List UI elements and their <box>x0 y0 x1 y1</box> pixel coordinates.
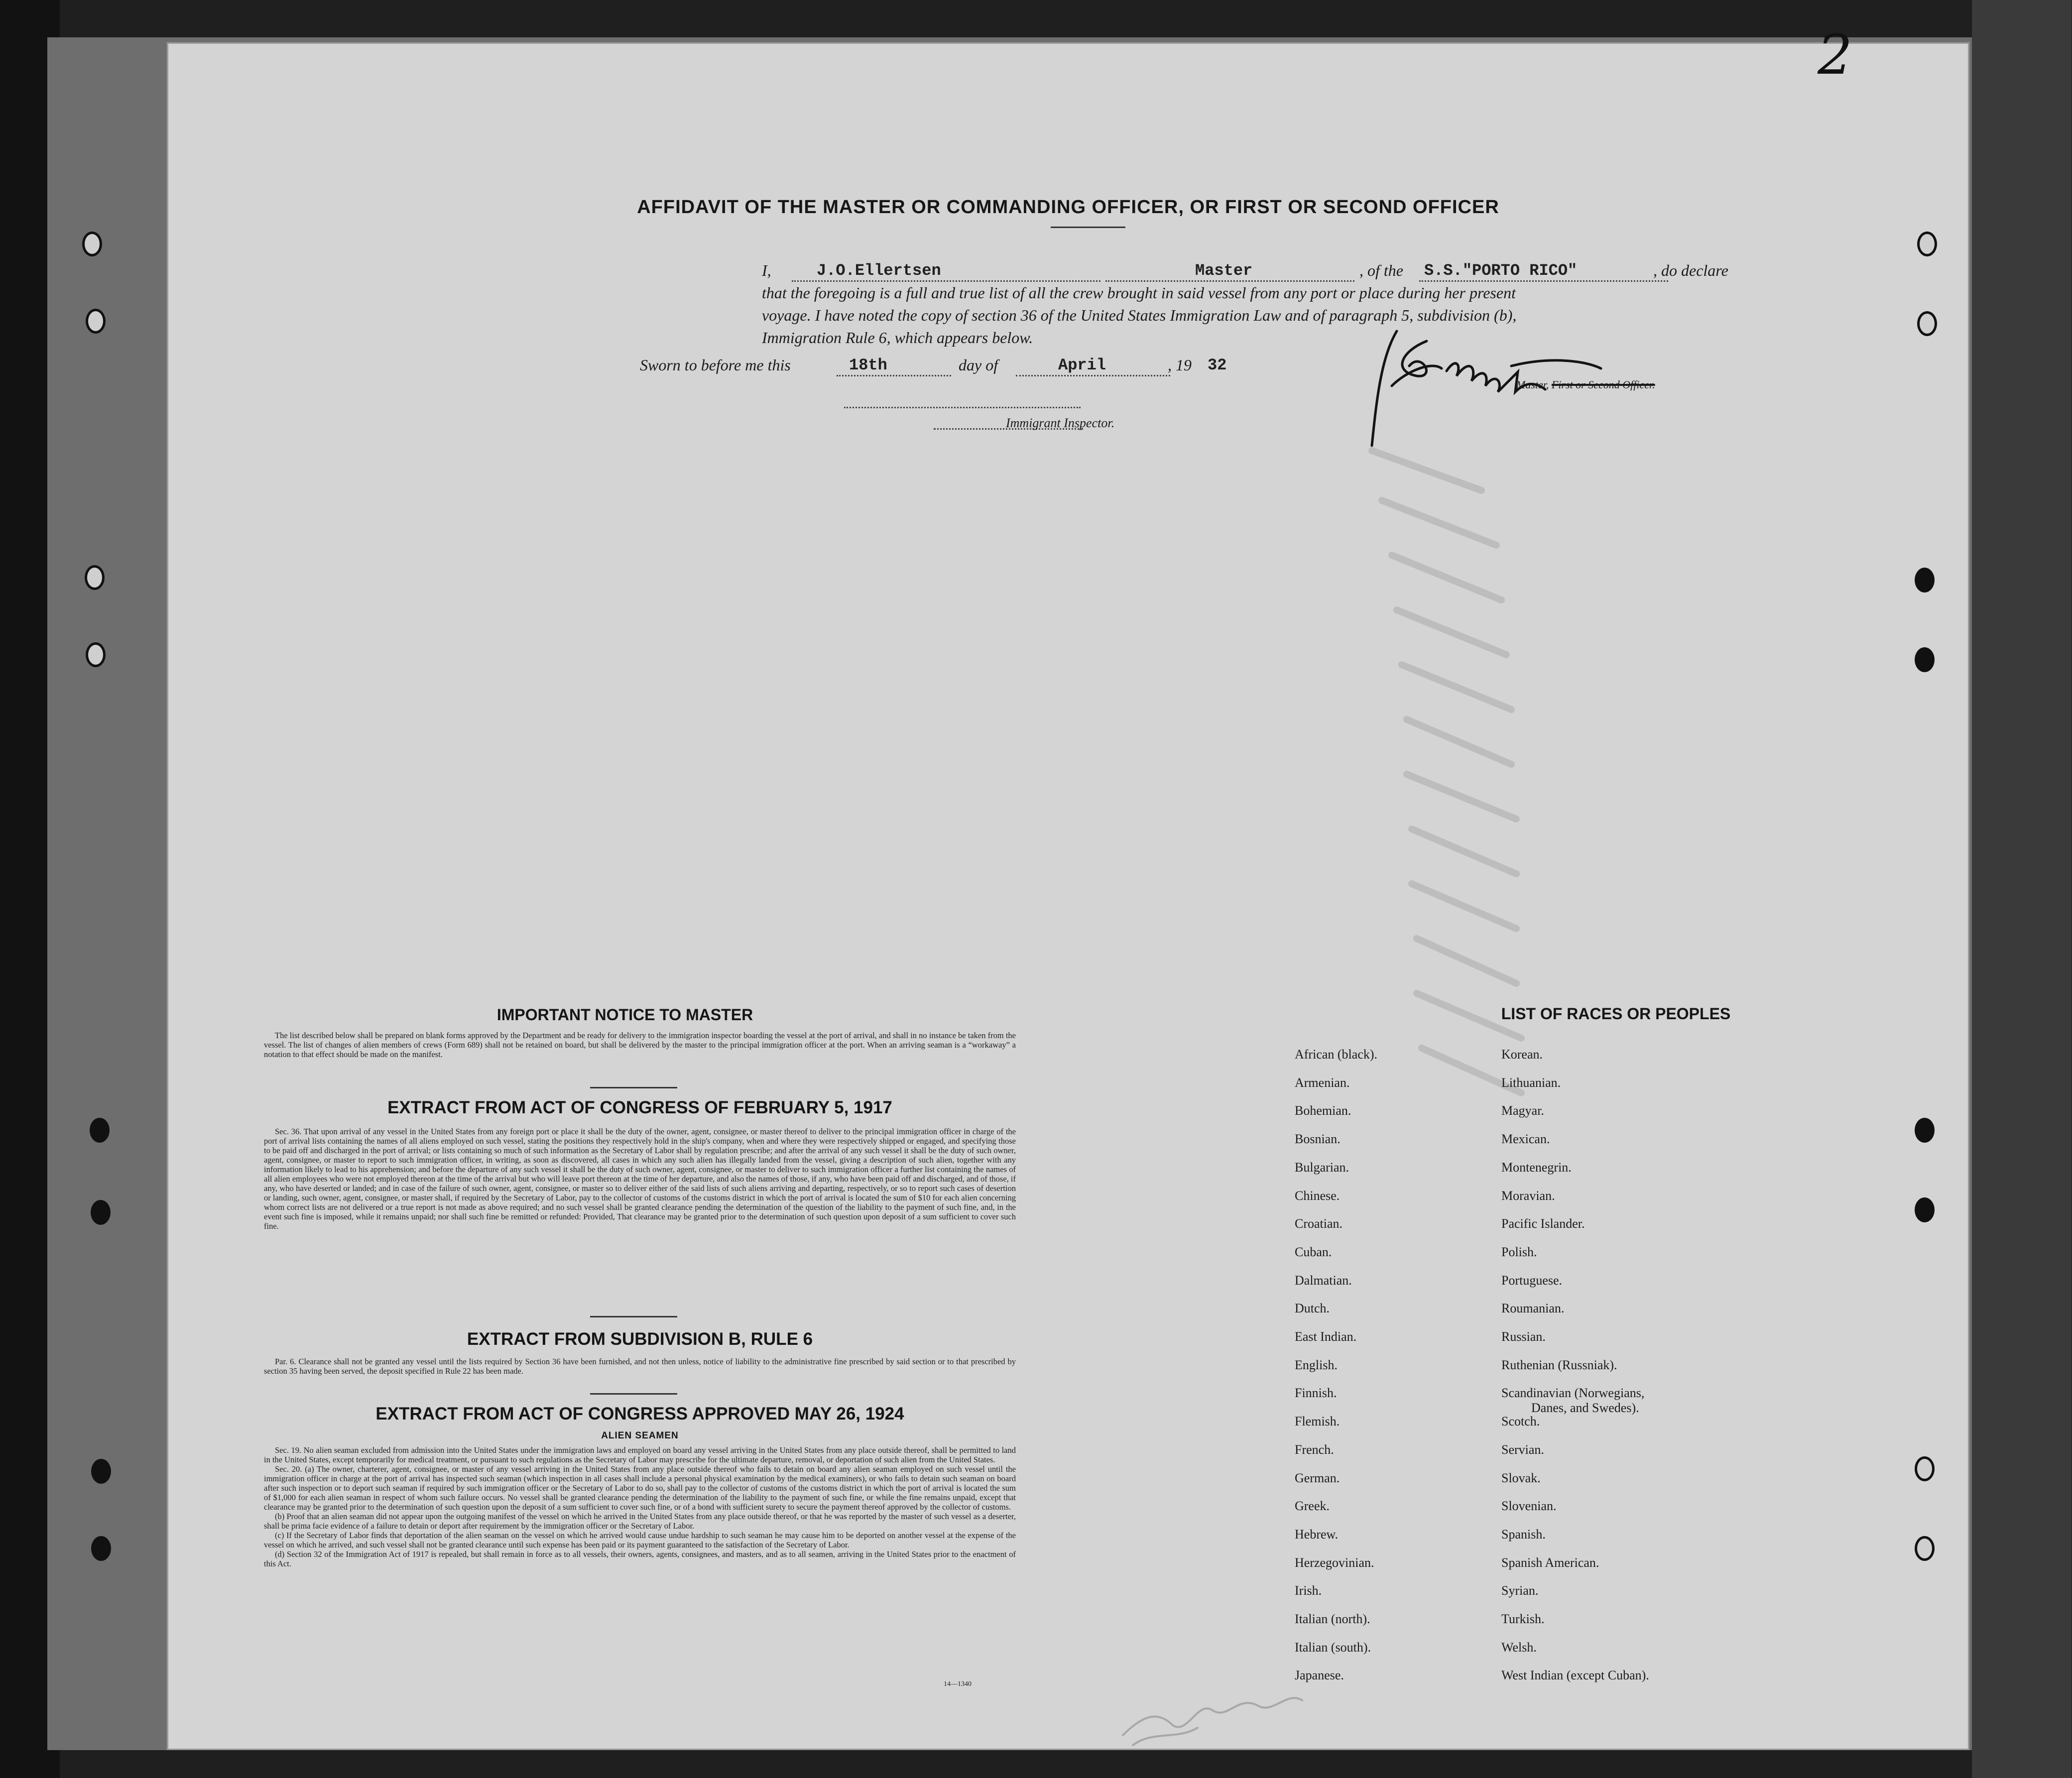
binder-hole <box>1915 1456 1935 1481</box>
race-item: Scotch. <box>1501 1414 1540 1428</box>
race-item: Mexican. <box>1501 1132 1550 1146</box>
pencil-scribble <box>1113 1680 1312 1750</box>
affidavit-page <box>167 42 1969 1750</box>
sworn-line <box>640 356 1636 381</box>
dotted-line <box>844 407 1081 408</box>
extract-1917-paragraph: Sec. 36. That upon arrival of any vessel in the United States from any foreign port or place it shall be the duty of the owner, agent, consignee, or master thereof to deliver to the principal immigration officer in charge of the port of arrival lists containing the names of all aliens employed on such vessel, stating the positions they respectively hold in the ship's company, when and where they were respectively shipped or engaged, and specifying those to be paid off and discharged in the port of arrival; or lists containing so much of such information as the Secretary of Labor shall by regulation prescribe; and after the arrival of any such vessel it shall be the duty of such owner, agent, consignee, or master to report to such immigration officer, in writing, as soon as discovered, all cases in which any such alien has illegally landed from the vessel, giving a description of such alien, together with any information likely to lead to his apprehension; and before the departure of any such vessel it shall be the duty of such owner, agent, consignee, or master to deliver to such immigration officer a further list containing the names of all alien employees who were not employed thereon at the time of the arrival but who will leave port thereon at the time of her departure, and also the names of those, if any, who have been paid off and discharged, and of those, if any, who have deserted or landed; and in case of the failure of such owner, agent, consignee, or master so to deliver either of the said lists of such aliens arriving and departing, respectively, or so to report such cases of desertion or landing, such owner, agent, consignee, or master shall, if required by the Secretary of Labor, pay to the collector of customs of the customs district in which the port of arrival is located the sum of $10 for each alien concerning whom correct lists are not delivered or a true report is not made as above required; and no such vessel shall be granted clearance pending the determination of the question of the liability to the payment of such fine, and, in the event such fine is imposed, while it remains unpaid; nor shall such fine be remitted or refunded: Provided, That clearance may be granted prior to the determination of such question upon deposit of a sum sufficient to cover such fine. <box>264 1127 1016 1231</box>
race-item: Greek. <box>1295 1499 1330 1513</box>
back-strip <box>1972 0 2072 1778</box>
binder-hole <box>1915 1118 1935 1143</box>
race-item: Lithuanian. <box>1501 1075 1561 1090</box>
race-item: Slovak. <box>1501 1471 1541 1485</box>
race-item: Pacific Islander. <box>1501 1216 1585 1231</box>
race-item: Roumanian. <box>1501 1301 1565 1315</box>
race-item: Italian (north). <box>1295 1612 1370 1626</box>
officer-title: Master <box>1195 261 1253 280</box>
master-caption-plain: Master, <box>1516 378 1549 391</box>
race-item: Slovenian. <box>1501 1499 1557 1513</box>
dotted-line <box>1105 280 1354 282</box>
extract-1924-paragraph: (c) If the Secretary of Labor finds that deportation of the alien seaman on the vessel on which he arrived would cause undue hardship to such seaman he may cause him to be deported on another vessel at the expense of the vessel on which he arrived, and such vessel shall not be granted clearance until such expense has been paid or its payment guaranteed to the satisfaction of the Secretary of Labor. <box>264 1531 1016 1549</box>
sheet-number: 2 <box>1818 23 1852 87</box>
race-item: Japanese. <box>1295 1668 1344 1682</box>
extract-1917-text <box>264 1127 1016 1311</box>
extract-rule6-paragraph: Par. 6. Clearance shall not be granted any vessel until the lists required by Section 36 have been furnished, and not then unless, notice of liability to the administrative fine prescribed by said section or to that prescribed by section 35 having been served, the deposit specified in Rule 22 has been made. <box>264 1357 1016 1376</box>
sworn-month: April <box>1058 356 1106 374</box>
race-item: Scandinavian (Norwegians, <box>1501 1386 1645 1400</box>
race-item: Bosnian. <box>1295 1132 1341 1146</box>
race-item: Polish. <box>1501 1245 1537 1259</box>
bleed-through-marks <box>1352 431 1561 1128</box>
inspector-caption: Immigrant Inspector. <box>1006 416 1115 430</box>
extract-rule6-heading: EXTRACT FROM SUBDIVISION B, RULE 6 <box>467 1329 813 1349</box>
race-item: Hebrew. <box>1295 1527 1339 1541</box>
race-item: Cuban. <box>1295 1245 1332 1259</box>
race-item: Italian (south). <box>1295 1640 1371 1655</box>
race-item: Servian. <box>1501 1442 1544 1457</box>
sworn-day: 18th <box>849 356 887 374</box>
extract-1924-text <box>264 1445 1016 1679</box>
race-item: Flemish. <box>1295 1414 1340 1428</box>
binder-hole <box>82 232 102 256</box>
race-item: German. <box>1295 1471 1340 1485</box>
race-item: Moravian. <box>1501 1188 1555 1203</box>
race-item: Montenegrin. <box>1501 1160 1572 1175</box>
extract-1917-heading: EXTRACT FROM ACT OF CONGRESS OF FEBRUARY 5, 1917 <box>387 1098 892 1117</box>
section-rule <box>590 1316 677 1317</box>
race-item: Spanish American. <box>1501 1555 1599 1570</box>
section-rule <box>590 1393 677 1395</box>
dotted-line <box>1016 375 1170 376</box>
race-item: Dalmatian. <box>1295 1273 1352 1288</box>
race-item: Ruthenian (Russniak). <box>1501 1358 1617 1372</box>
of-the-text: , of the <box>1359 261 1403 279</box>
race-item: Turkish. <box>1501 1612 1545 1626</box>
officer-name: J.O.Ellertsen <box>817 261 941 280</box>
declaration-line-3: voyage. I have noted the copy of section 36 of the United States Immigration Law and of paragraph 5, subdivision (b), <box>762 306 1517 324</box>
race-item: Russian. <box>1501 1329 1546 1344</box>
title-rule <box>1051 227 1125 228</box>
binder-hole <box>1915 1536 1935 1561</box>
race-item: Irish. <box>1295 1583 1322 1598</box>
declare-text: , do declare <box>1653 261 1728 279</box>
race-item: Finnish. <box>1295 1386 1337 1400</box>
binder-hole <box>90 1118 110 1143</box>
sworn-year: 32 <box>1208 356 1227 374</box>
binder-hole <box>86 309 106 334</box>
race-item: Danes, and Swedes). <box>1531 1401 1639 1415</box>
extract-1924-paragraph: Sec. 19. No alien seaman excluded from admission into the United States under the immigration laws and employed on board any vessel arriving in the United States from any place outside thereof, shall be permitted to land in the United States, except temporarily for medical treatment, or pursuant to such regulations as the Secretary of Labor may prescribe for the ultimate departure, removal, or deportation of such alien from the United States. <box>264 1445 1016 1464</box>
binder-hole <box>91 1536 111 1561</box>
declaration-prefix: I, <box>762 261 771 279</box>
race-item: East Indian. <box>1295 1329 1357 1344</box>
race-item: Portuguese. <box>1501 1273 1563 1288</box>
binder-hole <box>91 1459 111 1484</box>
race-item: Herzegovinian. <box>1295 1555 1374 1570</box>
dotted-line <box>792 280 1100 282</box>
race-item: Bohemian. <box>1295 1103 1351 1118</box>
sworn-year-prefix: , 19 <box>1168 356 1192 374</box>
extract-1924-paragraph: Sec. 20. (a) The owner, charterer, agent, consignee, or master of any vessel arriving in the United States from any place outside thereof who fails to detain on board any alien seaman employed on such vessel until the immigration officer in charge at the port of arrival has inspected such seaman (which inspection in all cases shall include a personal physical examination by the medical examiners), or who fails to detain such seaman on board after such inspection or to deport such seaman if required by such immigration officer or the Secretary of Labor to do so, shall pay to the collector of customs of the customs district in which the port of arrival is located the sum of $1,000 for each alien seaman in respect of whom such failure occurs. No vessel shall be granted clearance pending the determination of the liability to the payment of such fine, or while the fine remains unpaid, except that clearance may be granted prior to the determination of such question upon the deposit of a sum sufficient to cover such fine, or of a bond with sufficient surety to secure the payment thereof approved by the collector of customs. <box>264 1464 1016 1512</box>
sworn-day-of: day of <box>959 356 998 374</box>
section-rule <box>590 1087 677 1088</box>
dotted-line <box>1419 280 1668 282</box>
race-item: English. <box>1295 1358 1338 1372</box>
race-item: Armenian. <box>1295 1075 1350 1090</box>
notice-paragraph: The list described below shall be prepared on blank forms approved by the Department and be ready for delivery to the immigration inspector boarding the vessel at the port of arrival, and shall in no instance be taken from the vessel. The list of changes of alien members of crews (Form 689) shall not be retained on board, but shall be delivered by the master to the principal immigration officer at the port. When an arriving seaman is a “workaway” a notation to that effect should be made on the manifest. <box>264 1031 1016 1059</box>
extract-1924-paragraph: (d) Section 32 of the Immigration Act of 1917 is repealed, but shall remain in force as to all vessels, their owners, agents, consignees, and masters, and as to all seamen, arriving in the United States prior to the enactment of this Act. <box>264 1549 1016 1568</box>
binder-hole <box>91 1200 111 1225</box>
race-item: Bulgarian. <box>1295 1160 1349 1175</box>
extract-rule6-text <box>264 1357 1016 1389</box>
form-number: 14—1340 <box>944 1680 972 1688</box>
declaration-line-1 <box>762 261 1758 286</box>
binder-hole <box>85 565 105 590</box>
race-item: Welsh. <box>1501 1640 1537 1655</box>
races-heading: LIST OF RACES OR PEOPLES <box>1501 1005 1731 1023</box>
race-item: Croatian. <box>1295 1216 1343 1231</box>
race-item: Syrian. <box>1501 1583 1539 1598</box>
dotted-line <box>837 375 951 376</box>
race-item: West Indian (except Cuban). <box>1501 1668 1649 1682</box>
race-item: French. <box>1295 1442 1334 1457</box>
declaration-line-2: that the foregoing is a full and true list of all the crew brought in said vessel from any port or place during her present <box>762 284 1516 302</box>
race-item: Korean. <box>1501 1047 1543 1062</box>
extract-1924-paragraph: (b) Proof that an alien seaman did not appear upon the outgoing manifest of the vessel on which he arrived in the United States from any place outside thereof, or that he was reported by the master of such vessel as a deserter, shall be prima facie evidence of a failure to detain or deport after requirement by the immigration officer or the Secretary of Labor. <box>264 1512 1016 1531</box>
notice-heading: IMPORTANT NOTICE TO MASTER <box>496 1006 753 1024</box>
binder-hole <box>1915 568 1935 593</box>
binder-hole <box>1917 232 1937 256</box>
declaration-line-4: Immigration Rule 6, which appears below. <box>762 329 1033 347</box>
race-item: Dutch. <box>1295 1301 1330 1315</box>
race-item: Spanish. <box>1501 1527 1546 1541</box>
race-item: Magyar. <box>1501 1103 1544 1118</box>
binder-hole <box>1915 1197 1935 1222</box>
binder-hole <box>1917 311 1937 336</box>
extract-1924-heading: EXTRACT FROM ACT OF CONGRESS APPROVED MAY 26, 1924 <box>375 1404 904 1423</box>
alien-seamen-subheading: ALIEN SEAMEN <box>601 1430 679 1441</box>
binder-hole <box>1915 647 1935 672</box>
affidavit-title: AFFIDAVIT OF THE MASTER OR COMMANDING OFFICER, OR FIRST OR SECOND OFFICER <box>637 197 1499 218</box>
sworn-prefix: Sworn to before me this <box>640 356 791 374</box>
binder-hole <box>86 642 106 667</box>
vessel-name: S.S."PORTO RICO" <box>1424 261 1578 280</box>
race-item: Chinese. <box>1295 1188 1340 1203</box>
master-caption-struck: First or Second Officer. <box>1551 378 1655 391</box>
notice-text <box>264 1031 1016 1080</box>
race-item: African (black). <box>1295 1047 1378 1062</box>
